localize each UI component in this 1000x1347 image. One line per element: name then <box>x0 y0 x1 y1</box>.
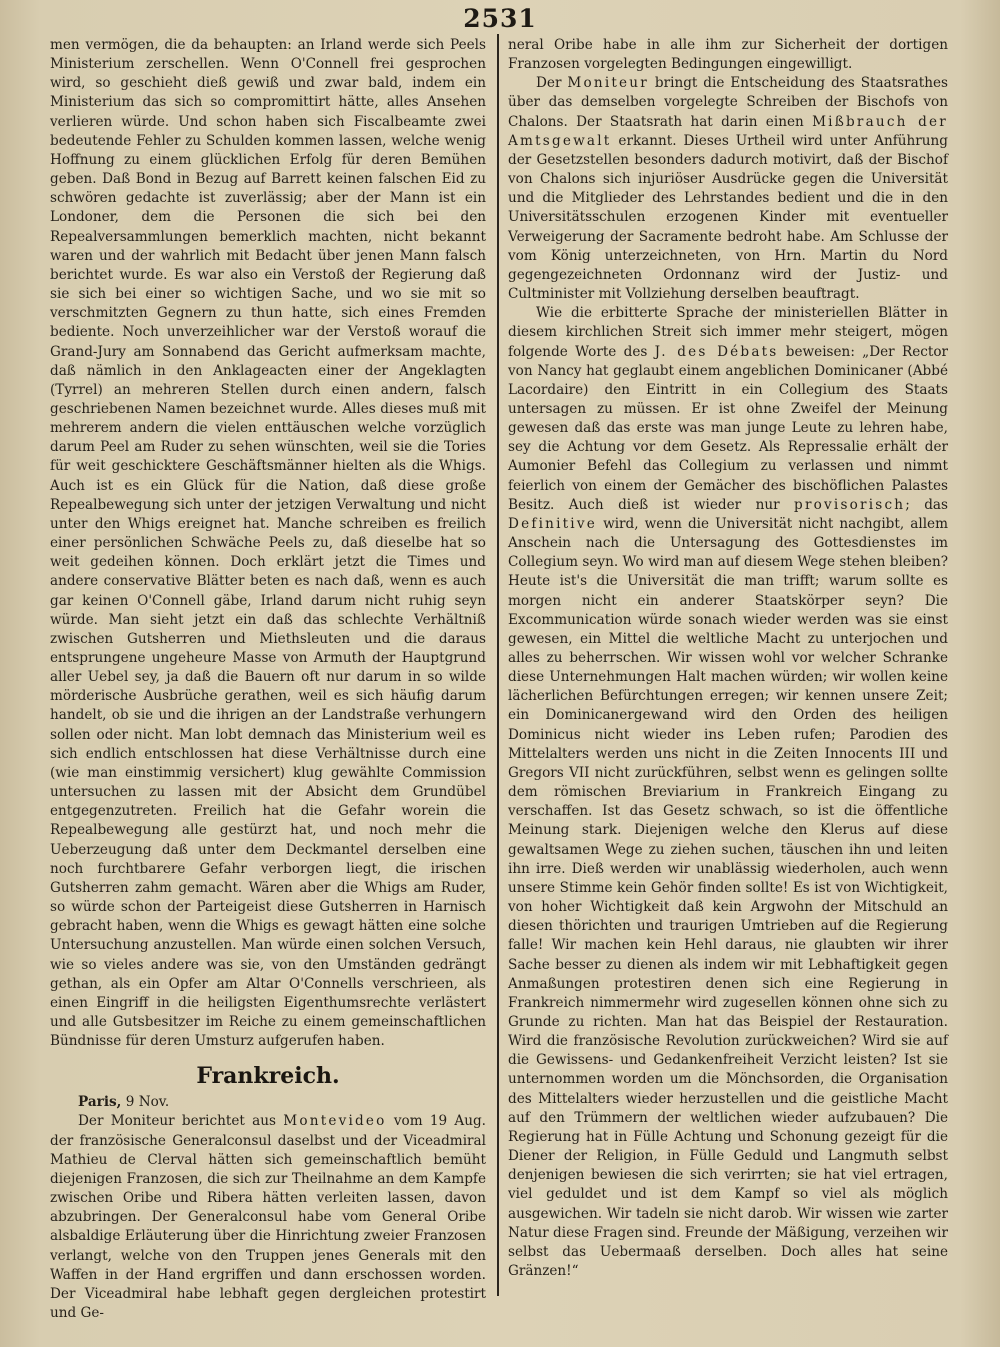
staatsrath-paragraph <box>508 74 948 304</box>
left-column <box>50 36 486 1323</box>
dateline-place: Paris, <box>78 1094 122 1111</box>
dateline-date: 9 Nov. <box>125 1094 170 1111</box>
paris-article-paragraph <box>50 1093 486 1112</box>
page-number: 2531 <box>463 4 537 33</box>
debats-quote-paragraph <box>508 304 948 1281</box>
ireland-article-continuation: men vermögen, die da behaupten: an Irland werde sich Peels Ministerium zerschellen. Wenn O'Connell frei gesprochen wird, so geschieht dieß gewiß und zwar bald, indem ein Ministerium das sich so compromittirt hätte, alles Ansehen verlieren würde. Und schon haben sich Fiscalbeamte zwei bedeutende Fehler zu Schulden kommen lassen, welche wenig Hoffnung zu einem glücklichen Erfolg für deren Bemühen geben. Daß Bond in Bezug auf Barrett keinen falschen Eid zu schwören gedachte ist zuverlässig; aber der Mann ist ein Londoner, dem die Personen die sich bei den Repealversammlungen bemerklich machten, nicht bekannt waren und der wahrlich mit Bedacht über jenen Mann falsch berichtet wurde. Es war also ein Verstoß der Regierung daß sie sich bei einer so wichtigen Sache, und wo sie mit so verschmitzten Gegnern zu thun hatte, sich eines Fremden bediente. Noch unverzeihlicher war der Verstoß worauf die Grand-Jury am Sonnabend das Gericht aufmerksam machte, daß nämlich in den Anklageacten einer der Angeklagten (Tyrrel) an mehreren Stellen durch einen andern, falsch geschriebenen Namen bezeichnet wurde. Alles dieses muß mit mehrerem andern die vielen enttäuschen welche vorzüglich darum Peel am Ruder zu sehen wünschten, weil sie die Tories für weit geschicktere Geschäftsmänner hielten als die Whigs. Auch ist es ein Glück für die Nation, daß diese große Repealbewegung sich unter der jetzigen Verwaltung und nicht unter den Whigs ereignet hat. Manche schreiben es freilich einer persönlichen Schwäche Peels zu, daß dieselbe hat so weit gedeihen können. Doch erklärt jetzt die Times und andere conservative Blätter beten es nach daß, wenn es auch gar keinen O'Connell gäbe, Irland darum nicht ruhig seyn würde. Man sieht jetzt ein daß das schlechte Verhältniß zwischen Gutsherren und Miethsleuten und die daraus entsprungene ungeheure Masse von Armuth der Hauptgrund aller Uebel sey, ja daß die Bauern oft nur darum in so wilde mörderische Ausbrüche gerathen, weil es sich häufig darum handelt, ob sie und die ihrigen an der Landstraße verhungern sollen oder nicht. Man lobt demnach das Ministerium weil es sich endlich entschlossen hat diese Verhältnisse durch eine (wie man einstimmig versichert) klug gewählte Commission untersuchen zu lassen mit der Absicht dem Grundübel entgegenzutreten. Freilich hat die Gefahr worein die Repealbewegung alle gestürzt hat, und noch mehr die Ueberzeugung daß unter dem Deckmantel derselben eine noch furchtbarere Gefahr verborgen liegt, die irischen Gutsherren zahm gemacht. Wären aber die Whigs am Ruder, so würde schon der Parteigeist diese Gutsherren in Harnisch gebracht haben, wenn die Whigs es gewagt hätten eine solche Untersuchung anzustellen. Man würde einen solchen Versuch, wie so vieles andere was sie, von den Umständen gedrängt gethan, als ein Opfer am Altar O'Connells verschrieen, als einen Eingriff in die heiligsten Eigenthumsrechte verlästert und alle Gutsbesitzer im Reiche zu einem gemeinschaftlichen Bündnisse für deren Umsturz aufgerufen haben. <box>50 37 486 1050</box>
spaced-word-debats: J. des Débats <box>654 343 779 360</box>
section-heading-frankreich: Frankreich. <box>196 1063 340 1090</box>
paragraph-text: erkannt. Dieses Urtheil wird unter Anführung der Gesetzstellen besonders dadurch motivirt, daß der Bischof von Chalons sich injuriöser Ausdrücke gegen die Universität und die Mitglieder des Lehrstandes bedient und die in den Universitätsschulen erzogenen Kinder mit eventueller Verweigerung der Sacramente bedroht habe. Am Schlusse der vom König unterzeichneten, von Hrn. Martin du Nord gegengezeichneten Ordonnanz wird der Justiz- und Cultminister mit Vollziehung derselben beauftragt. <box>508 132 948 303</box>
moniteur-montevideo-paragraph <box>50 1112 486 1323</box>
spaced-word-provisorisch: provisorisch <box>794 496 906 513</box>
right-column <box>508 36 948 1281</box>
spaced-word-montevideo: Montevideo <box>283 1113 387 1130</box>
column-divider <box>497 34 499 1296</box>
paragraph-text: ; das <box>905 496 949 513</box>
spaced-phrase-missbrauch: Mißbrauch der Amtsgewalt <box>508 113 948 149</box>
paragraph-text: Der Moniteur berichtet aus <box>78 1113 276 1130</box>
paragraph-text: vom 19 Aug. der französische Generalconsul daselbst und der Viceadmiral Mathieu de Clerval hätten sich gemeinschaftlich bemüht diejenigen Franzosen, die sich zur Theilnahme an dem Kampfe zwischen Oribe und Ribera hätten verleiten lassen, davon abzubringen. Der Generalconsul habe vom General Oribe alsbaldige Erläuterung über die Hinrichtung zweier Franzosen verlangt, welche von den Truppen jenes Generals mit den Waffen in der Hand ergriffen und dann erschossen worden. Der Viceadmiral habe lebhaft gegen dergleichen protestirt und Ge- <box>50 1113 486 1321</box>
paragraph-text: Wie die erbitterte Sprache der ministeriellen Blätter in diesem kirchlichen Streit sich immer mehr steigert, mögen folgende Worte des <box>508 305 948 360</box>
paragraph-text: beweisen: „Der Rector von Nancy hat geglaubt einem angeblichen Dominicaner (Abbé Lacordaire) den Eintritt in ein Collegium des Staats untersagen zu müssen. Er ist ohne Zweifel der Meinung gewesen daß das erste was man junge Leute zu lehren habe, sey die Achtung vor dem Gesetz. Als Repressalie erhält der Aumonier Befehl das Collegium zu verlassen und nimmt feierlich von einem der Gemächer des bischöflichen Palastes Besitz. Auch dieß ist wieder nur <box>508 343 948 513</box>
oribe-continuation: neral Oribe habe in alle ihm zur Sicherheit der dortigen Franzosen vorgelegten Bedingungen eingewilligt. <box>508 37 948 73</box>
spaced-word-moniteur: Moniteur <box>567 75 649 92</box>
spaced-word-definitive: Definitive <box>508 515 597 532</box>
paragraph-text: bringt die Entscheidung des Staatsrathes über das demselben vorgelegte Schreiben der Bischofs von Chalons. Der Staatsrath hat darin einen <box>508 75 948 130</box>
paragraph-text: wird, wenn die Universität nicht nachgibt, allem Anschein nach die Untersagung des Gottesdienstes im Collegium seyn. Wo wird man auf diesem Wege stehen bleiben? Heute ist's die Universität die man trifft; warum sollte es morgen nicht ein anderer Staatskörper seyn? Die Excommunication würde sonach wieder werden was sie einst gewesen, ein Mittel die weltliche Macht zu unterjochen und alles zu beherrschen. Wir wissen wohl vor welcher Schranke diese Unternehmungen Halt machen würden; wir wollen keine lächerlichen Befürchtungen erregen; wir kennen unsere Zeit; ein Dominicanergewand wird den Orden des heiligen Dominicus nicht wieder ins Leben rufen; Parodien des Mittelalters werden uns nicht in die Zeiten Innocents III und Gregors VII nicht zurückführen, selbst wenn es gelingen sollte dem römischen Breviarium in Frankreich Eingang zu verschaffen. Ist das Gesetz schwach, so ist die öffentliche Meinung stark. Diejenigen welche den Klerus auf diese gewaltsamen Wege zu ziehen suchen, täuschen ihn und leiten ihn irre. Dieß werden wir unablässig wiederholen, auch wenn unsere Stimme kein Gehör finden sollte! Es ist von Wichtigkeit, von hoher Wichtigkeit daß kein Argwohn der Mitschuld an diesen thörichten und traurigen Umtrieben auf die Regierung falle! Wir machen kein Hehl daraus, nie glaubten wir ihrer Sache besser zu dienen als indem wir mit Lebhaftigkeit gegen Anmaßungen protestiren denen sich eine Regierung in Frankreich nimmermehr wird zugesellen können ohne sich zu Grunde zu richten. Man hat das Beispiel der Restauration. Wird die französische Revolution zurückweichen? Wird sie auf die Gewissens- und Gedankenfreiheit Verzicht leisten? Ist sie unternommen worden um die Mönchsorden, die Organisation des Mittelalters wieder herzustellen und die geistliche Macht auf den Trümmern der weltlichen wieder aufzubauen? Die Regierung hat in Fülle Achtung und Schonung gezeigt für die Diener der Religion, in Fülle Geduld und Langmuth selbst denjenigen bewiesen die sich verirrten; sie hat viel ertragen, viel geduldet und ist dem Kampf so viel als möglich ausgewichen. Wir tadeln sie nicht darob. Wir wissen wie zarter Natur diese Fragen sind. Freunde der Mäßigung, verzeihen wir selbst das Uebermaaß derselben. Doch alles hat seine Gränzen!“ <box>508 515 949 1279</box>
paragraph-text: Der <box>536 75 562 92</box>
